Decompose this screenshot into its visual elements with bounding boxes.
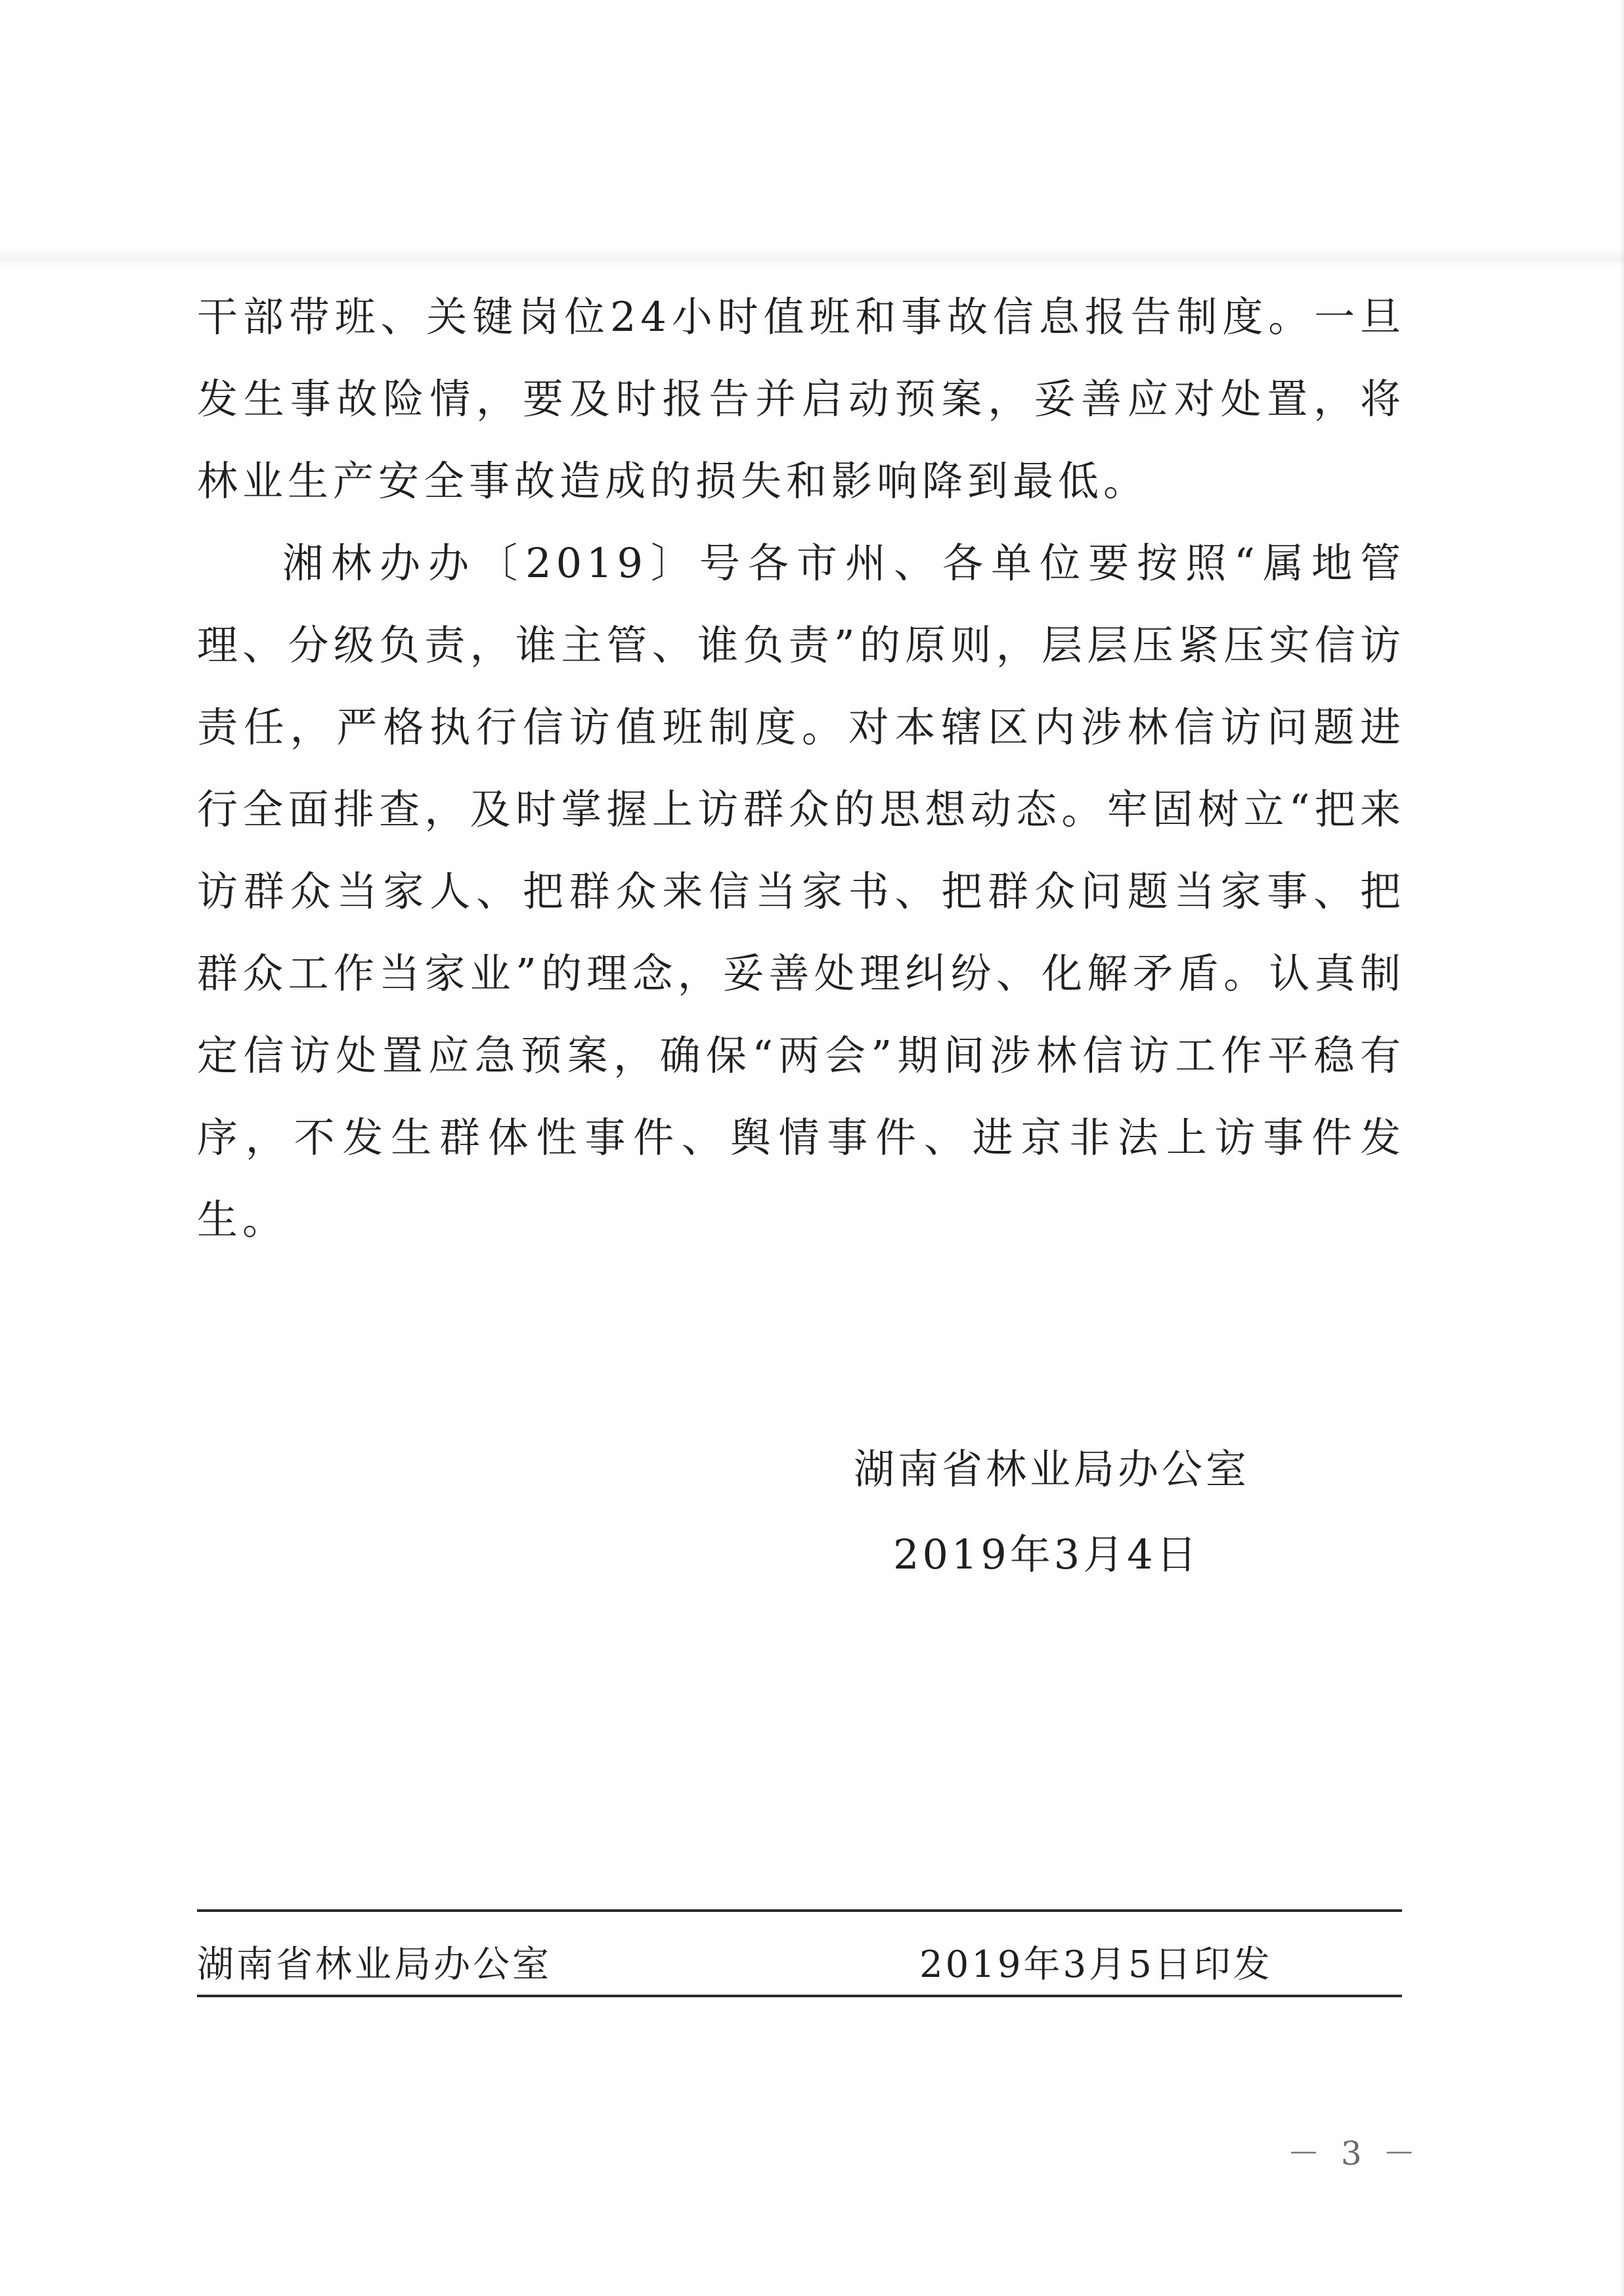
- signature-organization: 湖南省林业局办公室: [854, 1445, 1250, 1493]
- paragraph-safety-duty: 干部带班、关键岗位24小时值班和事故信息报告制度。一旦发生事故险情，要及时报告并启动预案，妥善应对处置，将林业生产安全事故造成的损失和影响降到最低。: [197, 293, 1405, 505]
- page-edge-shadow: [1620, 0, 1624, 2296]
- document-body: [197, 276, 1405, 1261]
- paragraph-petition-duty: 湘林办办〔2019〕号各市州、各单位要按照“属地管理、分级负责，谁主管、谁负责”的原则，层层压紧压实信访责任，严格执行信访值班制度。对本辖区内涉林信访问题进行全面排查，及时掌握上访群众的思想动态。牢固树立“把来访群众当家人、把群众来信当家书、把群众问题当家事、把群众工作当家业”的理念，妥善处理纠纷、化解矛盾。认真制定信访处置应急预案，确保“两会”期间涉林信访工作平稳有序，不发生群体性事件、舆情事件、进京非法上访事件发生。: [197, 539, 1405, 1244]
- footer-rule-bottom: [197, 1995, 1402, 1997]
- footer-issuer: 湖南省林业局办公室: [197, 1943, 552, 1986]
- footer-rule-top: [197, 1909, 1402, 1912]
- signature-date: 2019年3月4日: [893, 1530, 1200, 1578]
- scan-artifact-band: [0, 249, 1624, 268]
- page-number: － 3 －: [1287, 2134, 1421, 2173]
- footer-print-date: 2019年3月5日印发: [919, 1943, 1273, 1986]
